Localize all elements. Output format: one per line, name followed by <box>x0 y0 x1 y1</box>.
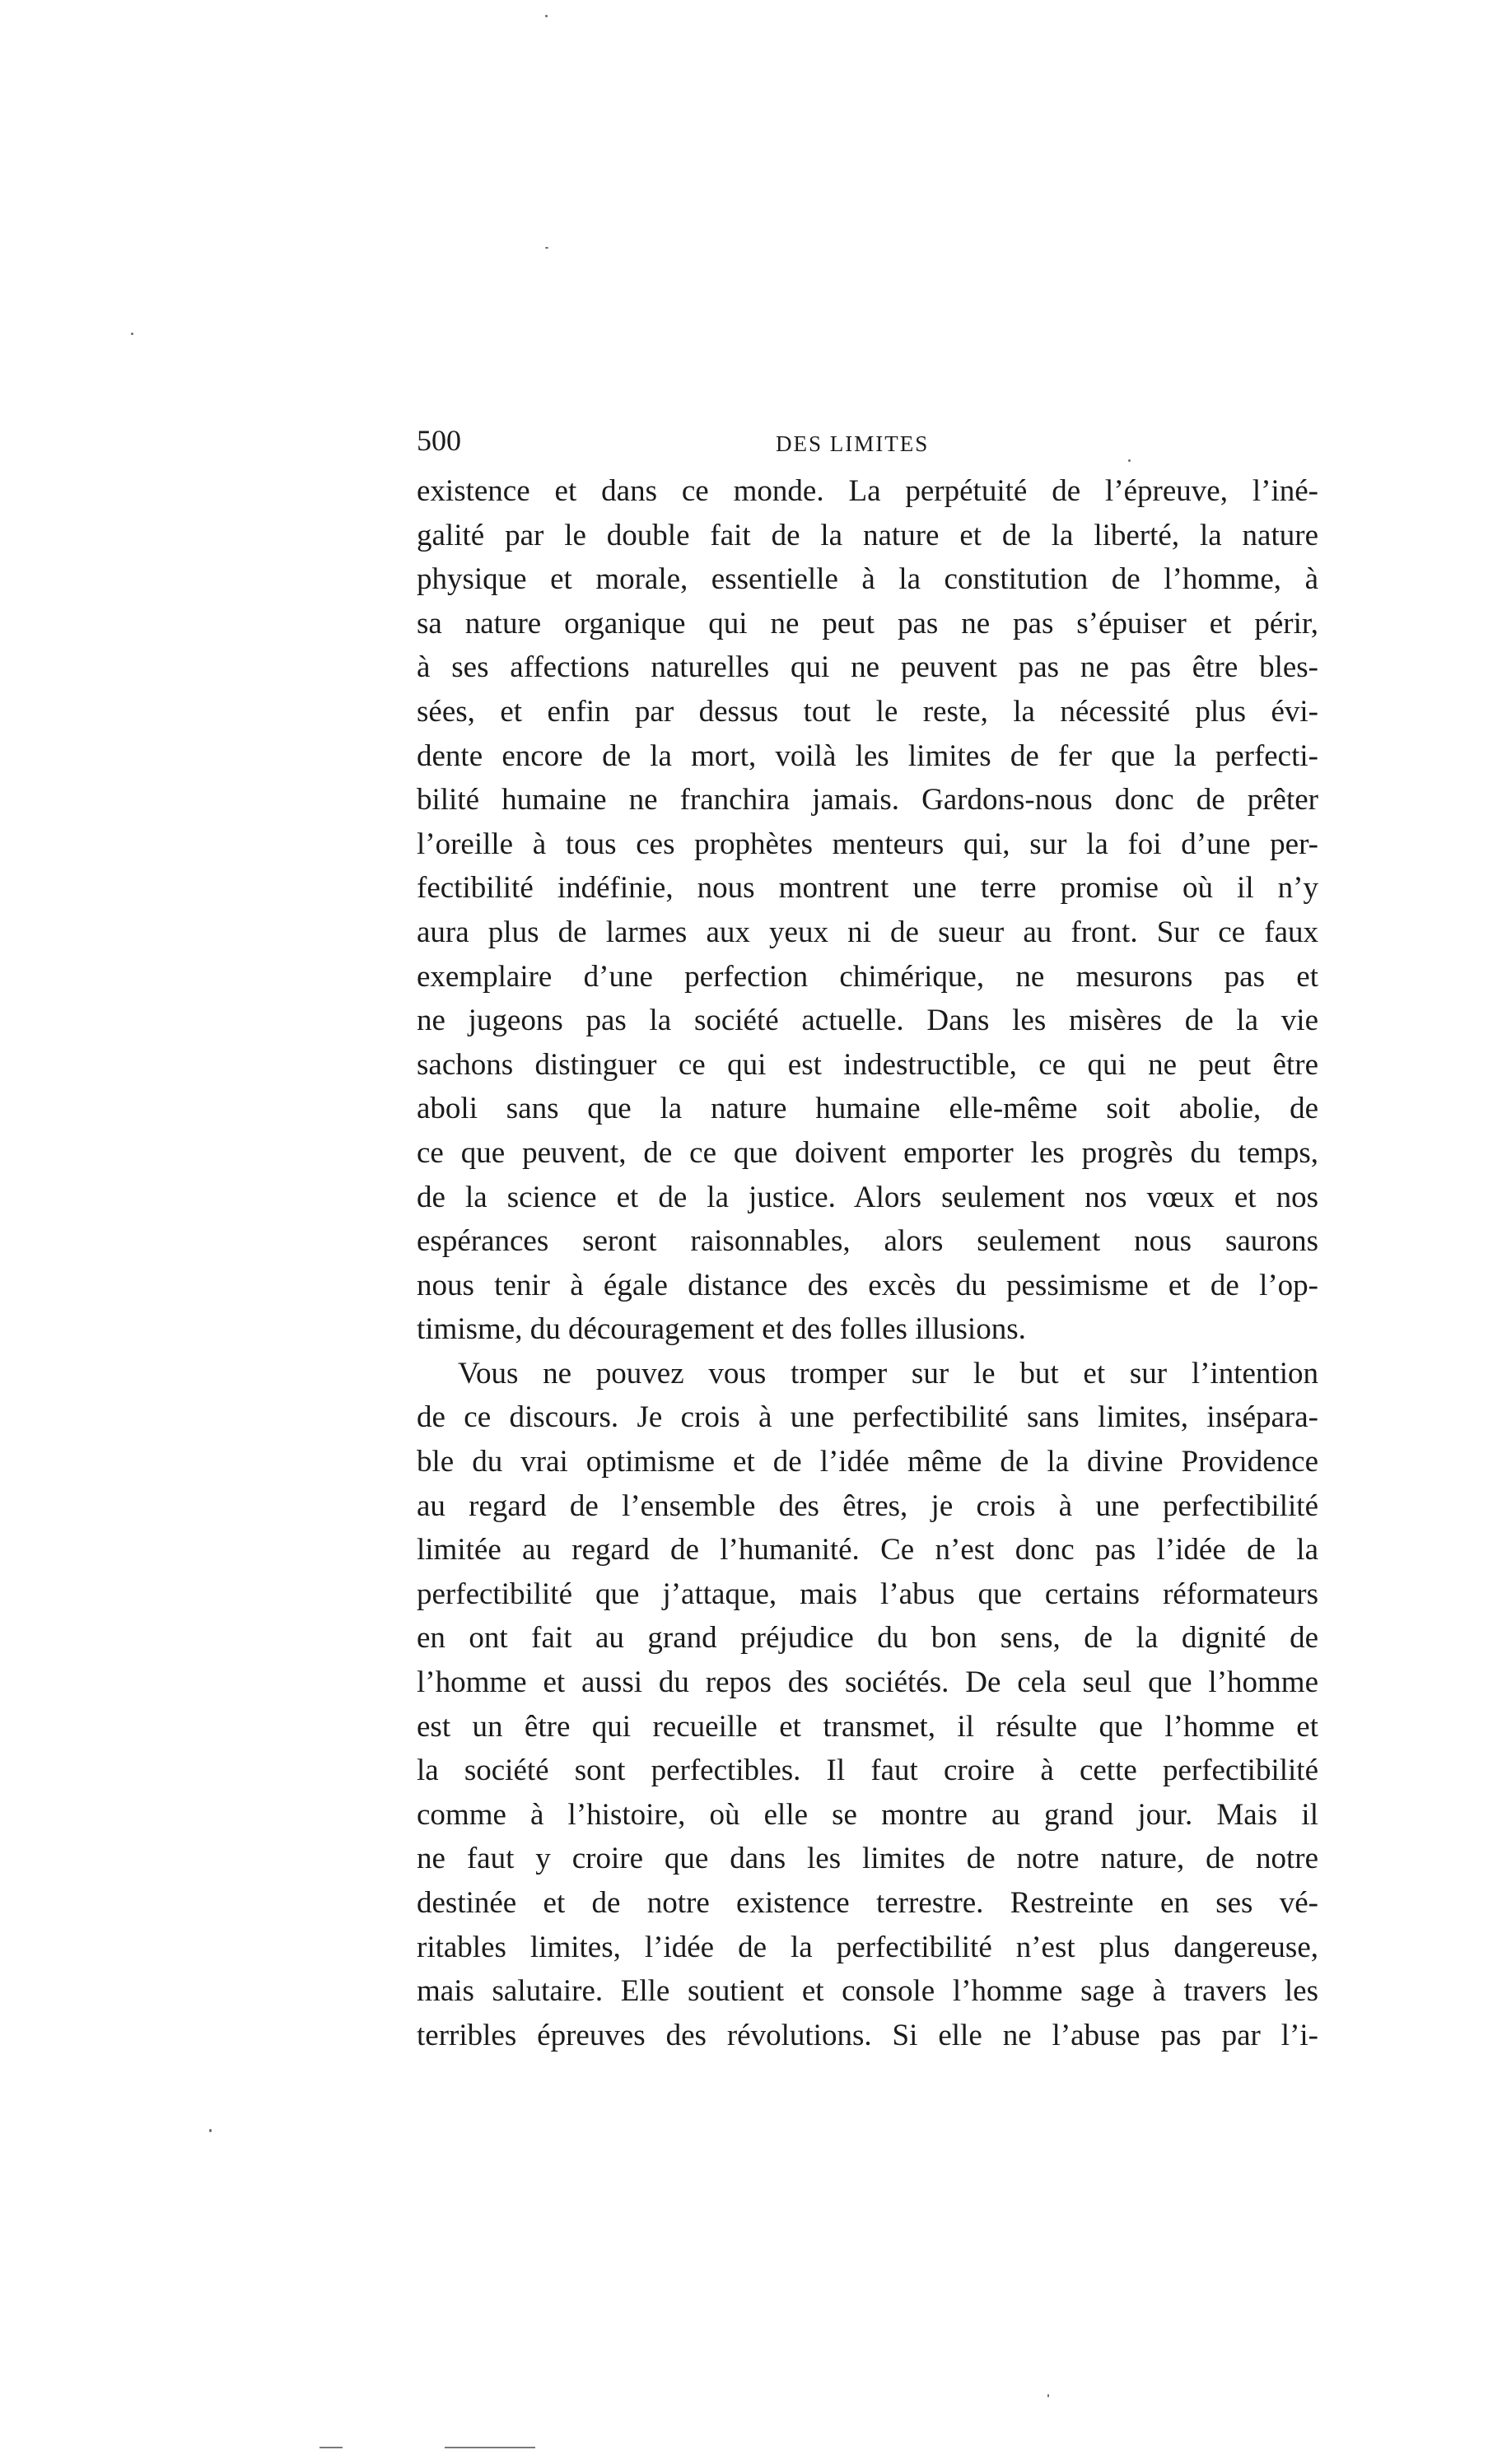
paragraph-2 <box>417 1352 1318 2058</box>
text-line: sa nature organique qui ne peut pas ne pas s’épuiser et périr, <box>417 606 1318 640</box>
text-line: à ses affections naturelles qui ne peuvent pas ne pas être bles- <box>417 650 1318 685</box>
text-line: bilité humaine ne franchira jamais. Gardons-nous donc de prêter <box>417 783 1318 817</box>
scan-mark <box>445 2447 535 2448</box>
running-title: DES LIMITES <box>776 431 930 456</box>
page-number: 500 <box>417 424 461 457</box>
scan-speck <box>545 247 548 249</box>
scan-speck <box>1047 2394 1049 2397</box>
paragraph-1 <box>417 469 1318 1352</box>
text-line: dente encore de la mort, voilà les limites de fer que la perfecti- <box>417 738 1318 773</box>
body-text <box>417 469 1318 2057</box>
text-line: espérances seront raisonnables, alors seulement nous saurons <box>417 1224 1318 1259</box>
text-line: mais salutaire. Elle soutient et console l’homme sage à travers les <box>417 1974 1318 2009</box>
text-line: perfectibilité que j’attaque, mais l’abus que certains réformateurs <box>417 1577 1318 1611</box>
text-line: de ce discours. Je crois à une perfectibilité sans limites, insépara- <box>417 1400 1318 1435</box>
text-line: ne jugeons pas la société actuelle. Dans les misères de la vie <box>417 1004 1318 1038</box>
text-line: est un être qui recueille et transmet, il résulte que l’homme et <box>417 1709 1318 1744</box>
text-line: timisme, du découragement et des folles illusions. <box>417 1312 1026 1347</box>
text-line: la société sont perfectibles. Il faut croire à cette perfectibilité <box>417 1754 1318 1788</box>
scan-speck <box>1128 459 1131 462</box>
text-line: de la science et de la justice. Alors seulement nos vœux et nos <box>417 1180 1318 1214</box>
running-head <box>417 420 1318 461</box>
text-line: aura plus de larmes aux yeux ni de sueur au front. Sur ce faux <box>417 915 1318 949</box>
text-line: galité par le double fait de la nature et de la liberté, la nature <box>417 518 1318 552</box>
text-line: sachons distinguer ce qui est indestructible, ce qui ne peut être <box>417 1047 1318 1082</box>
text-line: ble du vrai optimisme et de l’idée même de la divine Providence <box>417 1445 1318 1479</box>
text-line: fectibilité indéfinie, nous montrent une terre promise où il n’y <box>417 871 1318 906</box>
text-line: en ont fait au grand préjudice du bon sens, de la dignité de <box>417 1621 1318 1656</box>
text-line: au regard de l’ensemble des êtres, je crois à une perfectibilité <box>417 1488 1318 1523</box>
scan-speck <box>131 333 133 335</box>
text-line: aboli sans que la nature humaine elle-même soit abolie, de <box>417 1092 1318 1126</box>
text-line: comme à l’histoire, où elle se montre au grand jour. Mais il <box>417 1797 1318 1832</box>
text-line: nous tenir à égale distance des excès du pessimisme et de l’op- <box>417 1268 1318 1302</box>
text-line: ritables limites, l’idée de la perfectibilité n’est plus dangereuse, <box>417 1930 1318 1964</box>
text-line: ce que peuvent, de ce que doivent emporter les progrès du temps, <box>417 1135 1318 1170</box>
text-line: existence et dans ce monde. La perpétuité de l’épreuve, l’iné- <box>417 474 1318 508</box>
text-line: exemplaire d’une perfection chimérique, ne mesurons pas et <box>417 959 1318 994</box>
text-line: l’homme et aussi du repos des sociétés. De cela seul que l’homme <box>417 1665 1318 1700</box>
text-line: destinée et de notre existence terrestre. Restreinte en ses vé- <box>417 1886 1318 1920</box>
text-line: Vous ne pouvez vous tromper sur le but et sur l’intention <box>458 1356 1318 1390</box>
text-line: terribles épreuves des révolutions. Si elle ne l’abuse pas par l’i- <box>417 2018 1318 2052</box>
scan-speck <box>209 2129 212 2132</box>
text-line: limitée au regard de l’humanité. Ce n’est donc pas l’idée de la <box>417 1533 1318 1567</box>
text-line: sées, et enfin par dessus tout le reste, la nécessité plus évi- <box>417 694 1318 729</box>
text-line: physique et morale, essentielle à la constitution de l’homme, à <box>417 562 1318 597</box>
text-line: l’oreille à tous ces prophètes menteurs qui, sur la foi d’une per- <box>417 827 1318 861</box>
scan-speck <box>545 15 548 17</box>
text-line: ne faut y croire que dans les limites de notre nature, de notre <box>417 1842 1318 1876</box>
scan-mark <box>320 2447 343 2448</box>
